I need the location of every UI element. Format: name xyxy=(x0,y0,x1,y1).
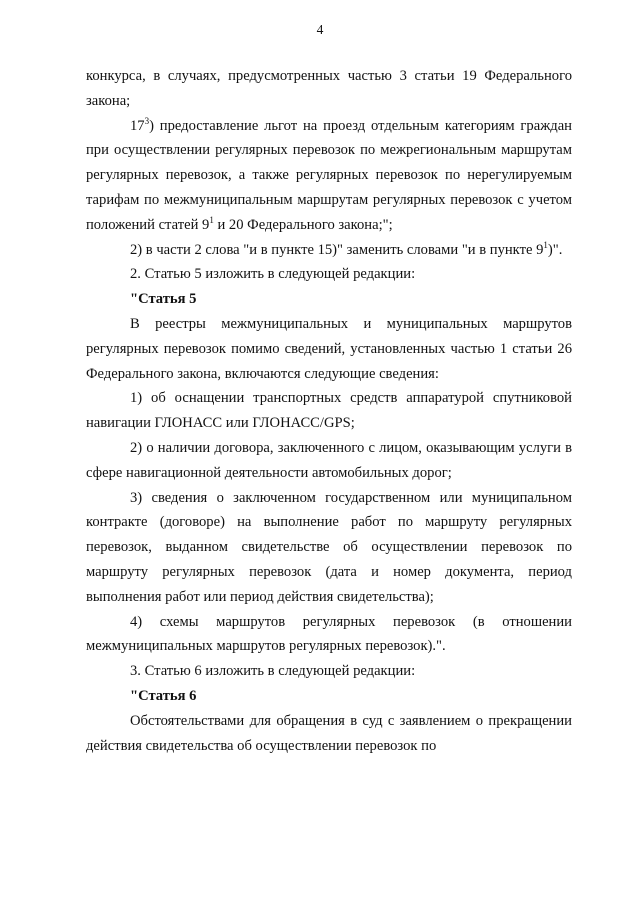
paragraph-item-17-3 xyxy=(86,114,572,238)
list-item-2: 2) о наличии договора, заключенного с лицом, оказывающим услуги в сфере навигационной деятельности автомобильных дорог; xyxy=(86,439,572,481)
article-6-heading: "Статья 6 xyxy=(130,687,197,704)
item-text: ) предоставление льгот на проезд отдельным категориям граждан при осуществлении регулярных перевозок по межрегиональным маршрутам регулярных перевозок, а также регулярных перевозок по нерегулируемым тарифам по межмуниципальным маршрутам регулярных перевозок с учетом положений статей 9 xyxy=(86,117,572,233)
list-item-4: 4) схемы маршрутов регулярных перевозок (в отношении межмуниципальных маршрутов регулярных перевозок).". xyxy=(86,613,572,655)
item-number: 17 xyxy=(130,117,145,134)
document-body xyxy=(86,64,572,758)
list-item-1: 1) об оснащении транспортных средств аппаратурой спутниковой навигации ГЛОНАСС или ГЛОНАСС/GPS; xyxy=(86,390,572,432)
paragraph-article-5-intro: 2. Статью 5 изложить в следующей редакции: xyxy=(130,266,416,283)
item-text-end: и 20 Федерального закона;"; xyxy=(213,216,393,233)
part-2-superscript: 1 xyxy=(543,239,548,250)
page-number: 4 xyxy=(316,22,324,37)
article-superscript: 1 xyxy=(209,214,214,225)
item-superscript: 3 xyxy=(144,115,150,126)
paragraph-circumstances: Обстоятельствами для обращения в суд с заявлением о прекращении действия свидетельства об осуществлении перевозок по xyxy=(86,712,572,754)
paragraph-article-6-intro: 3. Статью 6 изложить в следующей редакции: xyxy=(130,663,416,680)
article-5-heading: "Статья 5 xyxy=(130,291,197,308)
paragraph-registry: В реестры межмуниципальных и муниципальных маршрутов регулярных перевозок помимо сведений, установленных частью 1 статьи 26 Федерального закона, включаются следующие сведения: xyxy=(86,315,572,382)
paragraph-part-2 xyxy=(86,238,572,263)
paragraph-1: конкурса, в случаях, предусмотренных частью 3 статьи 19 Федерального закона; xyxy=(86,68,572,109)
list-item-3: 3) сведения о заключенном государственном или муниципальном контракте (договоре) на выполнение работ по маршруту регулярных перевозок, выданном свидетельстве об осуществлении перевозок по маршруту регулярных перевозок (дата и номер документа, период выполнения работ или период действия свидетельства); xyxy=(86,489,572,605)
part-2-end: )". xyxy=(547,241,563,258)
part-2-text: 2) в части 2 слова "и в пункте 15)" заменить словами "и в пункте 9 xyxy=(130,241,544,258)
